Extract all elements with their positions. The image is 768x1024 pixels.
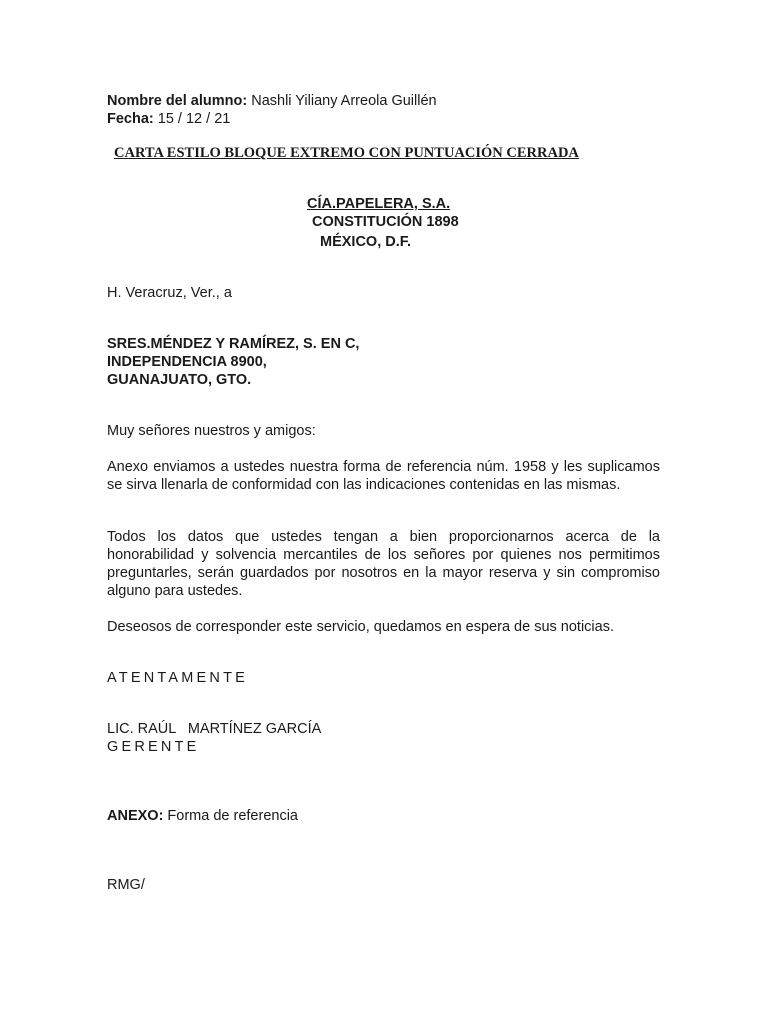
- sender-company: CÍA.PAPELERA, S.A.: [307, 196, 451, 212]
- recipient-line-1: SRES.MÉNDEZ Y RAMÍREZ, S. EN C,: [107, 336, 360, 352]
- body-paragraph-3: Deseosos de corresponder este servicio, quedamos en espera de sus noticias.: [107, 619, 614, 635]
- date-value: 15 / 12 / 21: [153, 111, 231, 127]
- student-name-line: [107, 92, 437, 110]
- date-line: [107, 110, 230, 128]
- body-paragraph-1: Anexo enviamos a ustedes nuestra forma de referencia núm. 1958 y les suplicamos se sirva llenarla de conformidad con las indicaciones contenidas en las mismas.: [107, 459, 660, 493]
- annex-value: Forma de referencia: [163, 808, 298, 824]
- body-paragraph-2: Todos los datos que ustedes tengan a bien proporcionarnos acerca de la honorabilidad y solvencia mercantiles de los señores por quienes nos permitimos preguntarles, serán guardados por nosotros en la mayor reserva y sin compromiso alguno para ustedes.: [107, 529, 660, 599]
- annex-label: ANEXO:: [107, 808, 164, 824]
- annex-line: [107, 807, 298, 825]
- initials: RMG/: [107, 877, 145, 893]
- closing: ATENTAMENTE: [107, 670, 248, 686]
- date-label: Fecha:: [107, 111, 154, 127]
- student-name: Nashli Yiliany Arreola Guillén: [247, 93, 437, 109]
- student-label: Nombre del alumno:: [107, 93, 248, 109]
- place-date: H. Veracruz, Ver., a: [107, 285, 232, 301]
- sender-city: MÉXICO, D.F.: [320, 234, 412, 250]
- signature-position: GERENTE: [107, 739, 200, 755]
- signature-name: LIC. RAÚL MARTÍNEZ GARCÍA: [107, 721, 322, 737]
- sender-address: CONSTITUCIÓN 1898: [312, 214, 459, 230]
- recipient-line-2: INDEPENDENCIA 8900,: [107, 354, 267, 370]
- recipient-line-3: GUANAJUATO, GTO.: [107, 372, 252, 388]
- salutation: Muy señores nuestros y amigos:: [107, 423, 316, 439]
- document-title: CARTA ESTILO BLOQUE EXTREMO CON PUNTUACIÓN CERRADA: [114, 145, 579, 161]
